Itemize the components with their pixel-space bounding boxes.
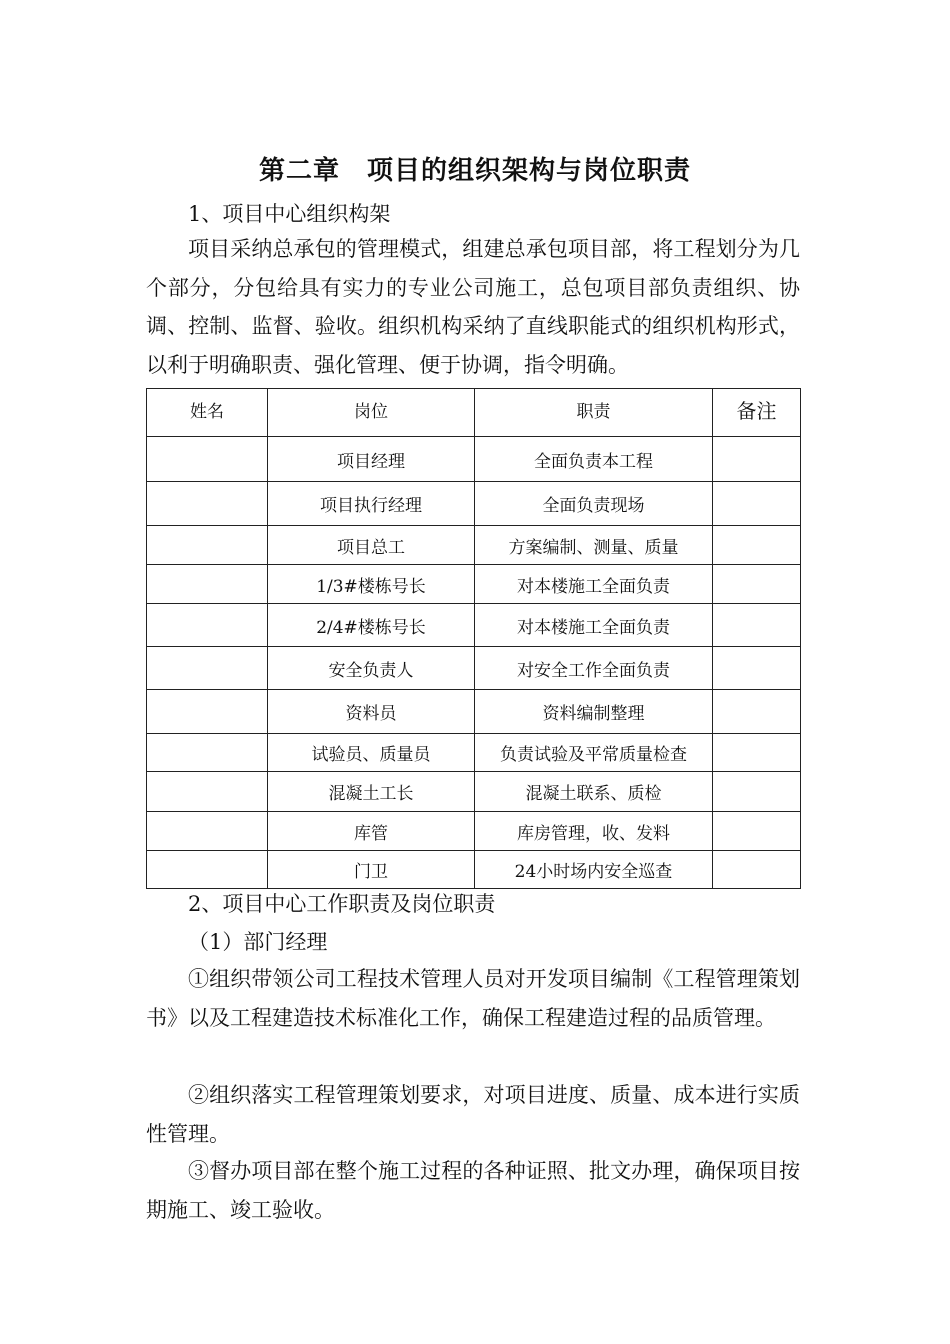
cell-duty: 对本楼施工全面负责 — [475, 565, 713, 604]
staff-table — [146, 388, 801, 889]
cell-duty: 对安全工作全面负责 — [475, 647, 713, 690]
section1-heading: 1、项目中心组织构架 — [188, 202, 391, 226]
cell-duty: 方案编制、测量、质量 — [475, 526, 713, 565]
cell-duty: 资料编制整理 — [475, 690, 713, 734]
cell-duty: 全面负责现场 — [475, 482, 713, 526]
cell-name — [147, 851, 268, 889]
cell-duty: 混凝土联系、质检 — [475, 772, 713, 812]
cell-name — [147, 812, 268, 851]
subsection1-heading: （1）部门经理 — [188, 930, 328, 954]
cell-name — [147, 604, 268, 647]
table-header-row — [147, 389, 801, 437]
cell-position: 项目经理 — [268, 437, 475, 482]
cell-position: 试验员、质量员 — [268, 734, 475, 772]
item-2: ②组织落实工程管理策划要求，对项目进度、质量、成本进行实质性管理。 — [146, 1083, 800, 1146]
item-3: ③督办项目部在整个施工过程的各种证照、批文办理，确保项目按期施工、竣工验收。 — [146, 1159, 800, 1222]
cell-position: 2/4#楼栋号长 — [268, 604, 475, 647]
cell-position: 安全负责人 — [268, 647, 475, 690]
cell-position: 库管 — [268, 812, 475, 851]
header-position: 岗位 — [268, 389, 475, 437]
table-row — [147, 526, 801, 565]
cell-name — [147, 647, 268, 690]
cell-position: 资料员 — [268, 690, 475, 734]
intro-paragraph: 项目采纳总承包的管理模式，组建总承包项目部，将工程划分为几个部分，分包给具有实力的专业公司施工，总包项目部负责组织、协调、控制、监督、验收。组织机构采纳了直线职能式的组织机构形式，以利于明确职责、强化管理、便于协调，指令明确。 — [146, 237, 800, 377]
cell-name — [147, 734, 268, 772]
cell-position: 1/3#楼栋号长 — [268, 565, 475, 604]
cell-duty: 全面负责本工程 — [475, 437, 713, 482]
cell-position: 混凝土工长 — [268, 772, 475, 812]
table-row — [147, 565, 801, 604]
cell-name — [147, 565, 268, 604]
cell-duty: 24小时场内安全巡查 — [475, 851, 713, 889]
table-row — [147, 647, 801, 690]
cell-remark — [713, 772, 801, 812]
cell-position: 项目执行经理 — [268, 482, 475, 526]
table-row — [147, 604, 801, 647]
table-row — [147, 812, 801, 851]
cell-remark — [713, 647, 801, 690]
table-row — [147, 772, 801, 812]
cell-name — [147, 526, 268, 565]
chapter-title: 第二章 项目的组织架构与岗位职责 — [258, 156, 691, 186]
cell-name — [147, 437, 268, 482]
cell-remark — [713, 437, 801, 482]
table-row — [147, 482, 801, 526]
section2-heading: 2、项目中心工作职责及岗位职责 — [188, 892, 496, 916]
cell-name — [147, 690, 268, 734]
cell-remark — [713, 604, 801, 647]
table-row — [147, 437, 801, 482]
cell-duty: 库房管理，收、发料 — [475, 812, 713, 851]
header-name: 姓名 — [147, 389, 268, 437]
item-1: ①组织带领公司工程技术管理人员对开发项目编制《工程管理策划书》以及工程建造技术标准化工作，确保工程建造过程的品质管理。 — [146, 967, 800, 1030]
table-row — [147, 734, 801, 772]
header-remark: 备注 — [713, 389, 801, 437]
cell-remark — [713, 565, 801, 604]
cell-name — [147, 772, 268, 812]
table-row — [147, 851, 801, 889]
cell-remark — [713, 734, 801, 772]
cell-remark — [713, 851, 801, 889]
cell-name — [147, 482, 268, 526]
cell-remark — [713, 526, 801, 565]
cell-remark — [713, 482, 801, 526]
cell-position: 项目总工 — [268, 526, 475, 565]
cell-remark — [713, 812, 801, 851]
cell-remark — [713, 690, 801, 734]
cell-duty: 对本楼施工全面负责 — [475, 604, 713, 647]
table-row — [147, 690, 801, 734]
cell-duty: 负责试验及平常质量检查 — [475, 734, 713, 772]
header-duty: 职责 — [475, 389, 713, 437]
cell-position: 门卫 — [268, 851, 475, 889]
